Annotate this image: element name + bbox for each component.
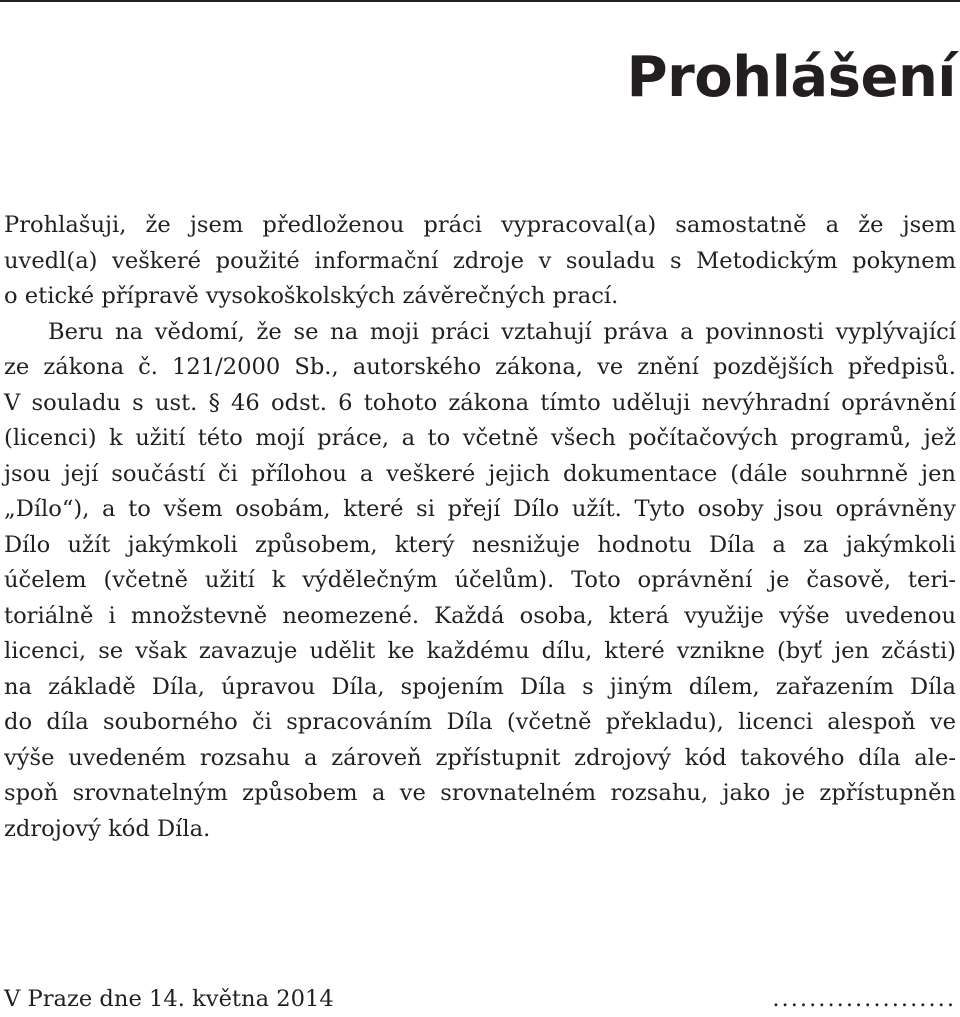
text-line: „Dílo“), a to všem osobám, které si přejí Dílo užít. Tyto osoby jsou oprávněny <box>4 496 956 522</box>
text-line: V souladu s ust. § 46 odst. 6 tohoto zákona tímto uděluji nevýhradní oprávnění <box>4 389 956 416</box>
text-line: o etické přípravě vysokoškolských závěrečných prací. <box>4 283 619 309</box>
text-line: (licenci) k užití této mojí práce, a to včetně všech počítačových programů, jež <box>4 425 956 451</box>
text-line: Dílo užít jakýmkoli způsobem, který nesnižuje hodnotu Díla a za jakýmkoli <box>4 531 956 558</box>
text-line: ze zákona č. 121/2000 Sb., autorského zákona, ve znění pozdějších předpisů. <box>4 354 956 380</box>
top-rule <box>0 0 960 2</box>
text-line: zdrojový kód Díla. <box>4 815 211 842</box>
text-line: účelem (včetně užití k výdělečným účelům). Toto oprávnění je časově, teri- <box>4 567 956 593</box>
text-line: na základě Díla, úpravou Díla, spojením Díla s jiným dílem, zařazením Díla <box>4 673 956 700</box>
text-line: do díla souborného či spracováním Díla (včetně překladu), licenci alespoň ve <box>4 709 956 735</box>
declaration-text <box>4 208 956 847</box>
place-date: V Praze dne 14. května 2014 <box>4 986 334 1012</box>
text-line: toriálně i množstevně neomezené. Každá osoba, která využije výše uvedenou <box>4 602 956 629</box>
text-line: licenci, se však zavazuje udělit ke každému dílu, které vznikne (byť jen zčásti) <box>4 638 956 664</box>
page-title: Prohlášení <box>626 45 956 110</box>
text-line: výše uvedeném rozsahu a zároveň zpřístupnit zdrojový kód takového díla ale- <box>4 744 956 771</box>
signature-line: .................... <box>772 986 956 1012</box>
text-line: Beru na vědomí, že se na moji práci vztahují práva a povinnosti vyplývající <box>48 318 956 345</box>
text-line: uvedl(a) veškeré použité informační zdroje v souladu s Metodickým pokynem <box>4 247 956 274</box>
text-line: jsou její součástí či přílohou a veškeré jejich dokumentace (dále souhrnně jen <box>4 460 956 487</box>
text-line: Prohlašuji, že jsem předloženou práci vypracoval(a) samostatně a že jsem <box>4 212 956 238</box>
text-line: spoň srovnatelným způsobem a ve srovnatelném rozsahu, jako je zpřístupněn <box>4 780 956 806</box>
signature-block <box>4 982 956 1017</box>
